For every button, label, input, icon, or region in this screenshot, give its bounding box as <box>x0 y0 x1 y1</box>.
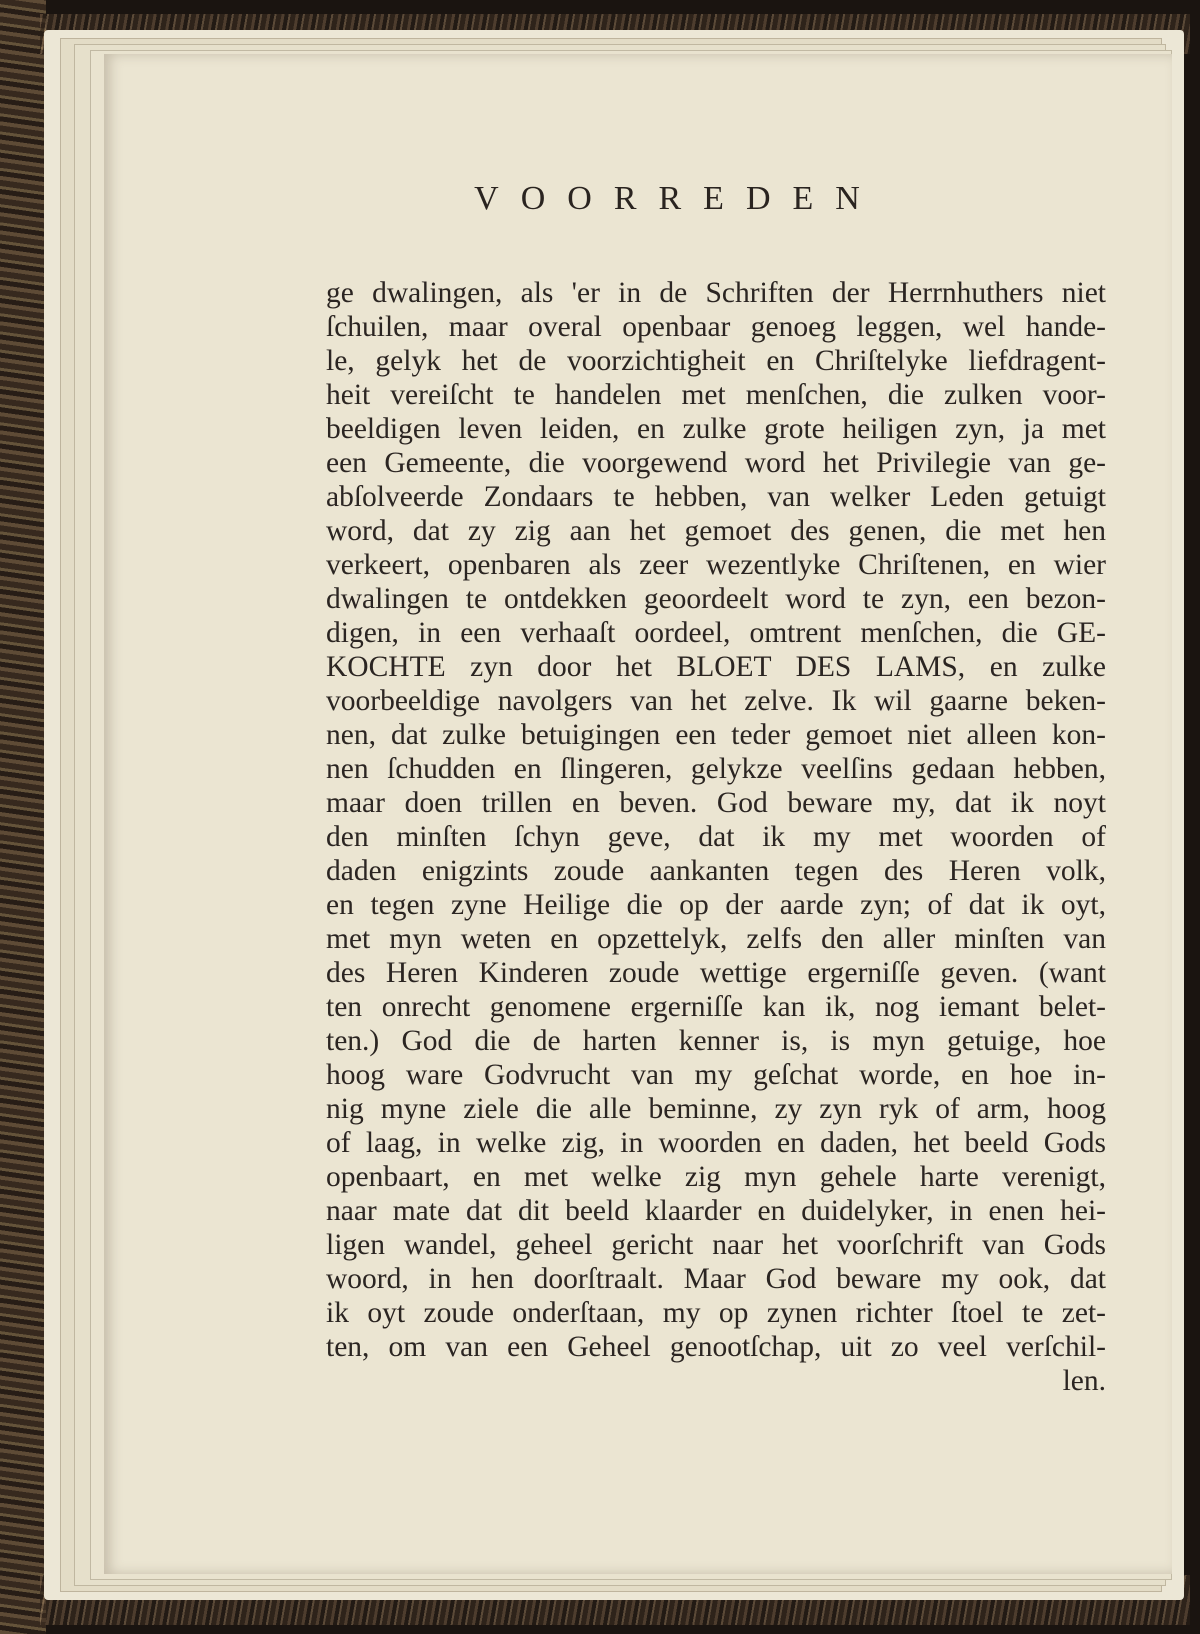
text-line: le, gelyk het de voorzichtigheit en Chriſtelyke liefdragent- <box>326 345 1106 377</box>
text-line: verkeert, openbaren als zeer wezentlyke Chriſtenen, en wier <box>326 549 1106 581</box>
text-line: abſolveerde Zondaars te hebben, van welker Leden getuigt <box>326 481 1106 513</box>
text-line: daden enigzints zoude aankanten tegen des Heren volk, <box>326 855 1106 887</box>
text-line: ligen wandel, geheel gericht naar het voorſchrift van Gods <box>326 1229 1106 1261</box>
text-line: des Heren Kinderen zoude wettige ergerniſſe geven. (want <box>326 957 1106 989</box>
text-line: nen ſchudden en ſlingeren, gelykze veelſins gedaan hebben, <box>326 753 1106 785</box>
text-line: voorbeeldige navolgers van het zelve. Ik wil gaarne beken- <box>326 685 1106 717</box>
text-line: ſchuilen, maar overal openbaar genoeg leggen, wel hande- <box>326 311 1106 343</box>
marbled-cover-left <box>0 0 46 1634</box>
text-line: openbaart, en met welke zig myn gehele harte verenigt, <box>326 1161 1106 1193</box>
text-line: word, dat zy zig aan het gemoet des genen, die met hen <box>326 515 1106 547</box>
text-line: met myn weten en opzettelyk, zelfs den aller minſten van <box>326 923 1106 955</box>
text-line: ten.) God die de harten kenner is, is myn getuige, hoe <box>326 1025 1106 1057</box>
text-line: maar doen trillen en beven. God beware my, dat ik noyt <box>326 787 1106 819</box>
text-line: digen, in een verhaaſt oordeel, omtrent menſchen, die GE- <box>326 617 1106 649</box>
text-line: een Gemeente, die voorgewend word het Privilegie van ge- <box>326 447 1106 479</box>
text-line: en tegen zyne Heilige die op der aarde zyn; of dat ik oyt, <box>326 889 1106 921</box>
text-line: den minſten ſchyn geve, dat ik my met woorden of <box>326 821 1106 853</box>
text-line: ten onrecht genomene ergerniſſe kan ik, nog iemant belet- <box>326 991 1106 1023</box>
text-line: ge dwalingen, als 'er in de Schriften der Herrnhuthers niet <box>326 277 1106 309</box>
text-line: heit vereiſcht te handelen met menſchen, die zulken voor- <box>326 379 1106 411</box>
running-head: VOORREDEN <box>474 180 882 217</box>
text-line: of laag, in welke zig, in woorden en daden, het beeld Gods <box>326 1127 1106 1159</box>
text-line: naar mate dat dit beeld klaarder en duidelyker, in enen hei- <box>326 1195 1106 1227</box>
text-line: hoog ware Godvrucht van my geſchat worde, en hoe in- <box>326 1059 1106 1091</box>
text-line: dwalingen te ontdekken geoordeelt word te zyn, een bezon- <box>326 583 1106 615</box>
text-line: beeldigen leven leiden, en zulke grote heiligen zyn, ja met <box>326 413 1106 445</box>
body-text <box>326 276 1106 1398</box>
text-line: ten, om van een Geheel genootſchap, uit zo veel verſchil- <box>326 1331 1106 1363</box>
text-line: KOCHTE zyn door het BLOET DES LAMS, en zulke <box>326 651 1106 683</box>
text-line-catchword: len. <box>1062 1365 1106 1397</box>
book-page <box>104 54 1172 1574</box>
text-line: nen, dat zulke betuigingen een teder gemoet niet alleen kon- <box>326 719 1106 751</box>
text-line: nig myne ziele die alle beminne, zy zyn ryk of arm, hoog <box>326 1093 1106 1125</box>
text-line: ik oyt zoude onderſtaan, my op zynen richter ſtoel te zet- <box>326 1297 1106 1329</box>
text-line: woord, in hen doorſtraalt. Maar God beware my ook, dat <box>326 1263 1106 1295</box>
